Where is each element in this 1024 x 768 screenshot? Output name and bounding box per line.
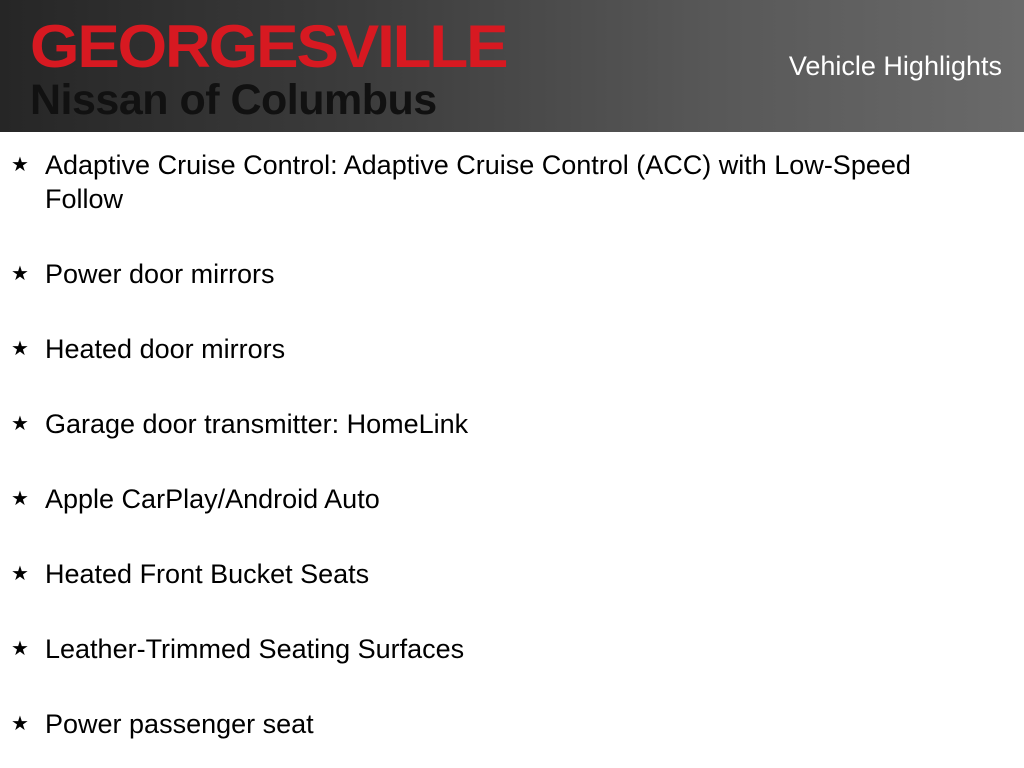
star-icon: ★ — [11, 638, 29, 660]
header-banner — [0, 0, 1024, 132]
page-title: Vehicle Highlights — [788, 51, 1002, 81]
list-item — [0, 332, 1024, 366]
highlight-text: Power door mirrors — [45, 259, 275, 289]
list-item — [0, 148, 1024, 216]
highlight-text: Adaptive Cruise Control: Adaptive Cruise Control (ACC) with Low-Speed Follow — [45, 150, 911, 214]
highlight-text: Leather-Trimmed Seating Surfaces — [45, 634, 465, 664]
highlight-text: Heated door mirrors — [45, 334, 286, 364]
highlight-text: Apple CarPlay/Android Auto — [45, 484, 380, 514]
star-icon: ★ — [11, 713, 29, 735]
list-item — [0, 557, 1024, 591]
list-item — [0, 257, 1024, 291]
logo-line-nissan: Nissan of Columbus — [30, 76, 437, 124]
star-icon: ★ — [11, 263, 29, 285]
list-item — [0, 707, 1024, 741]
star-icon: ★ — [11, 563, 29, 585]
logo-line-georgesville: GEORGESVILLE — [30, 13, 507, 80]
star-icon: ★ — [11, 338, 29, 360]
list-item — [0, 482, 1024, 516]
highlight-text: Power passenger seat — [45, 709, 314, 739]
star-icon: ★ — [11, 488, 29, 510]
list-item — [0, 632, 1024, 666]
highlights-list — [0, 148, 1024, 768]
dealer-logo — [30, 12, 570, 122]
highlight-text: Heated Front Bucket Seats — [45, 559, 370, 589]
star-icon: ★ — [11, 154, 29, 176]
star-icon: ★ — [11, 413, 29, 435]
list-item — [0, 407, 1024, 441]
highlight-text: Garage door transmitter: HomeLink — [45, 409, 469, 439]
